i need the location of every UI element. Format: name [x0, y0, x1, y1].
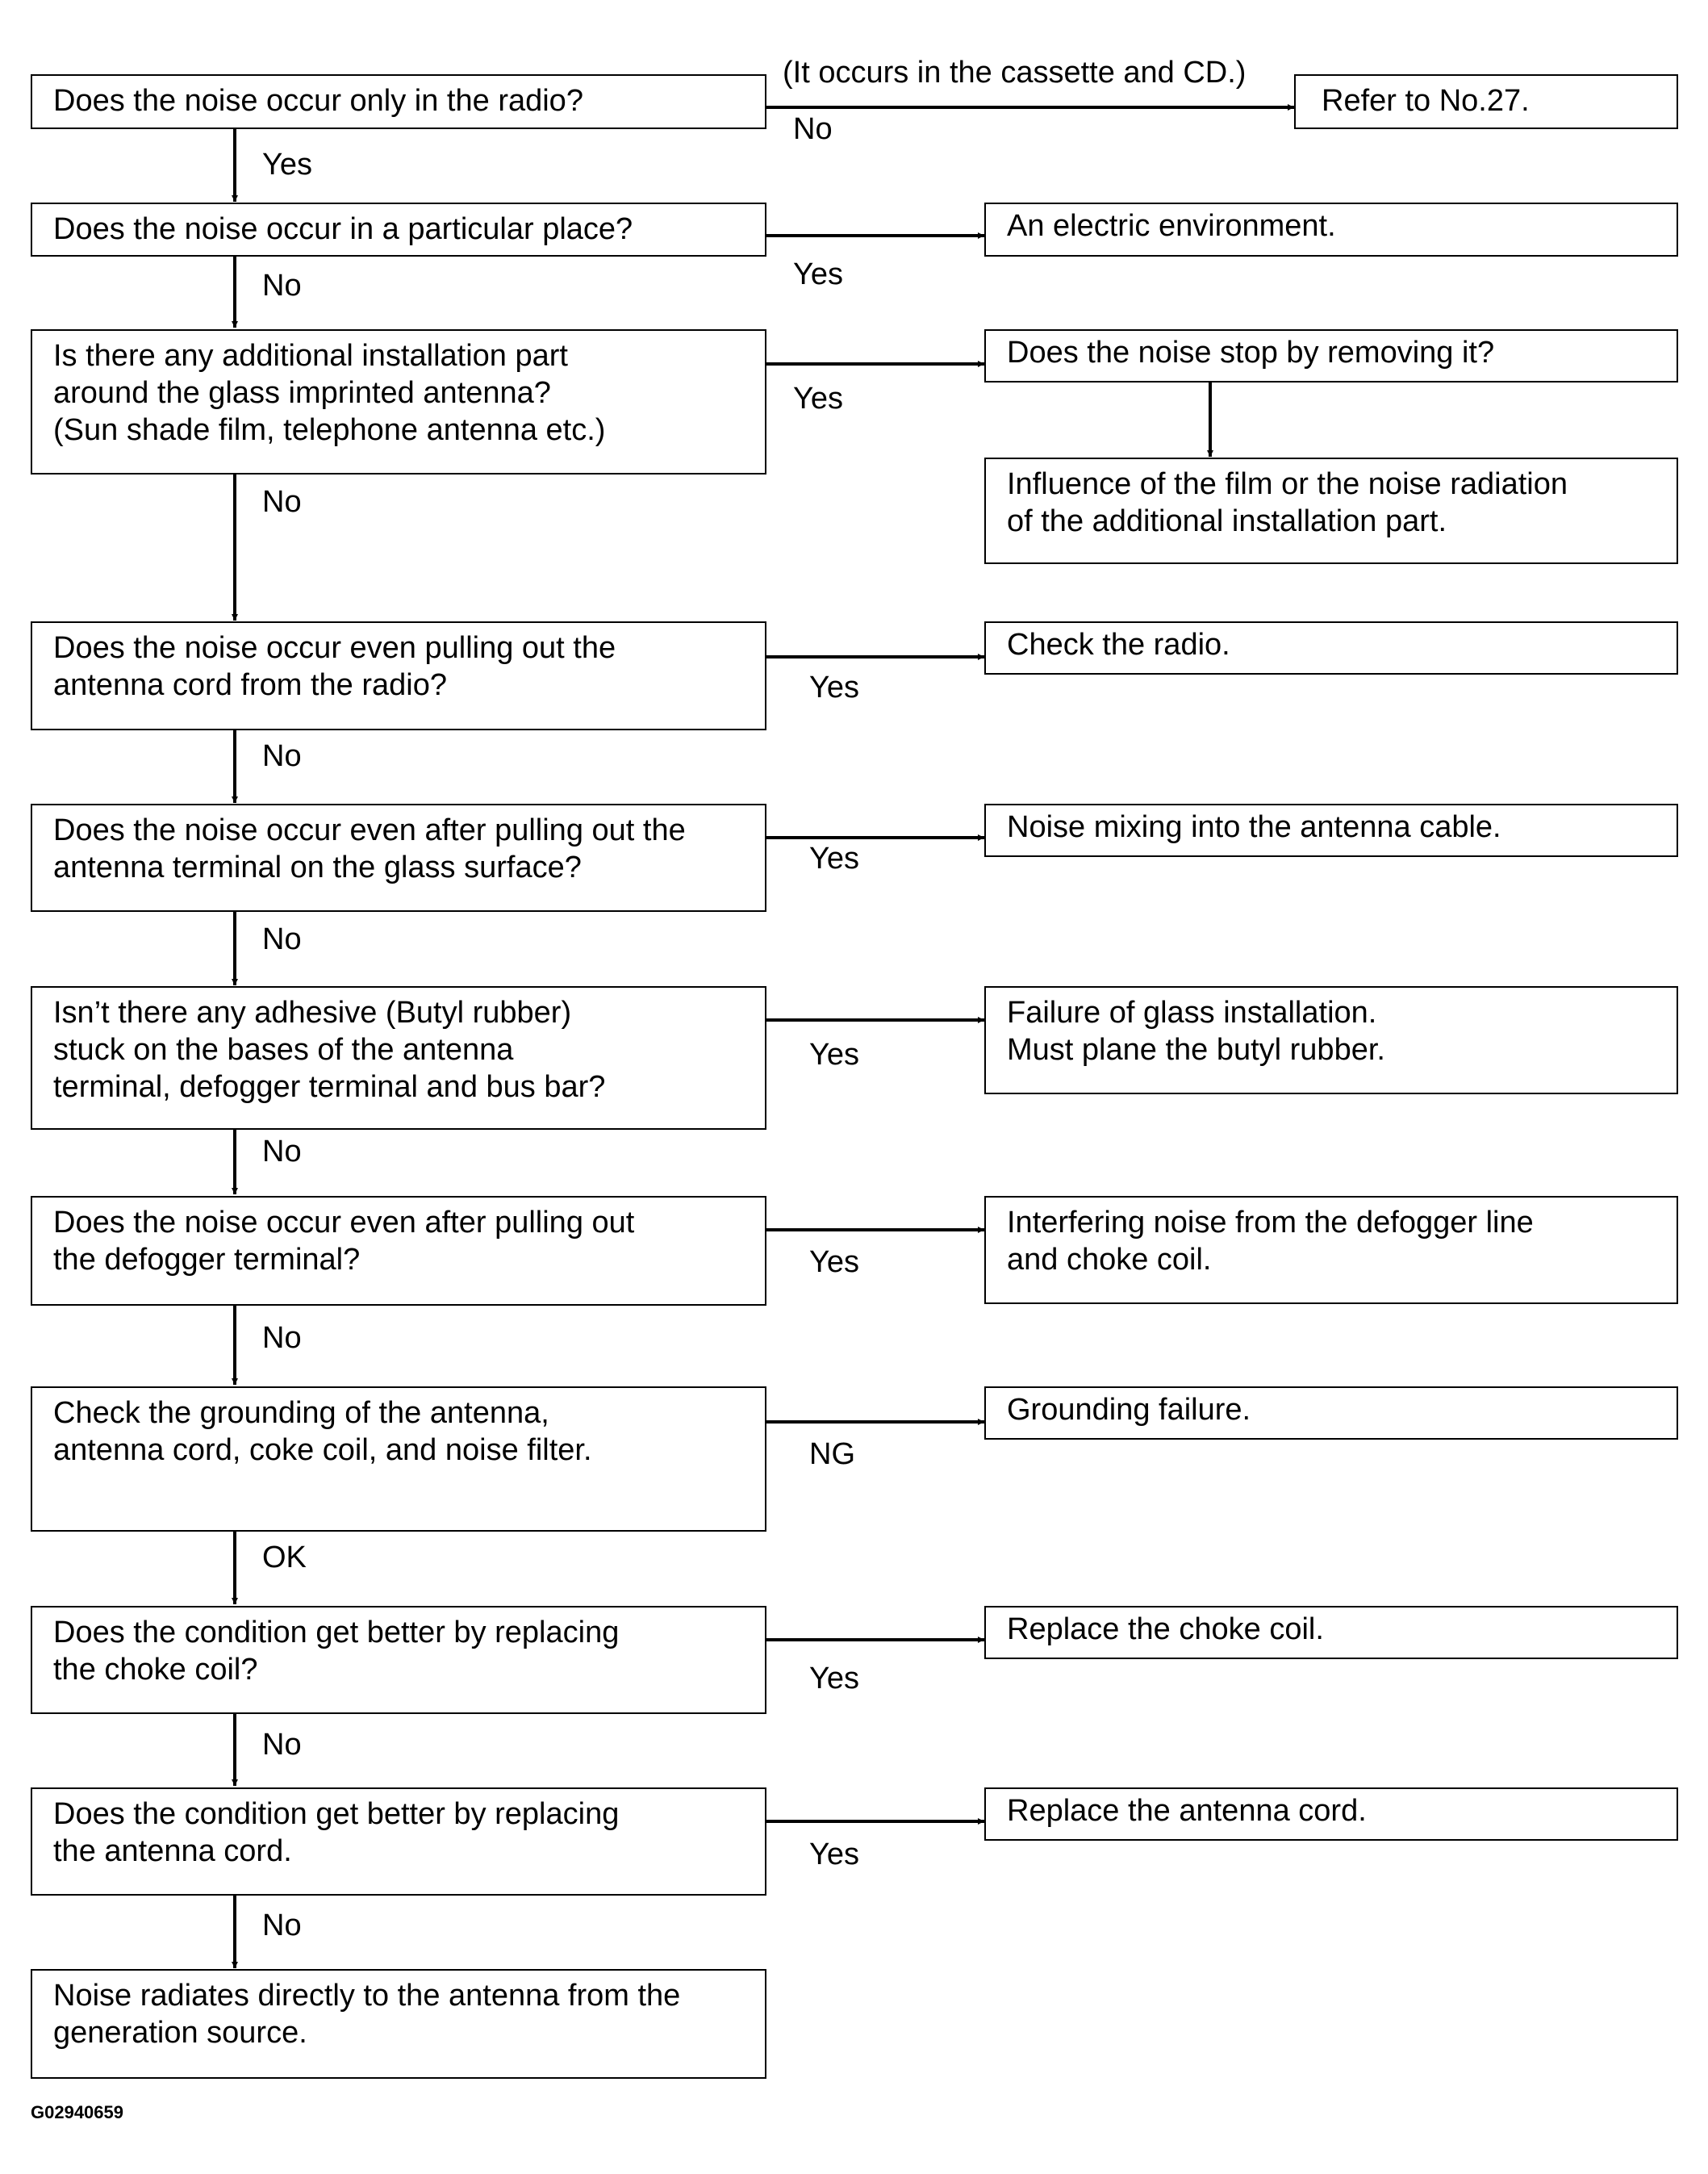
node-r6: Failure of glass installation. Must plane the butyl rubber.: [984, 986, 1678, 1094]
node-r7: Interfering noise from the defogger line and choke coil.: [984, 1196, 1678, 1304]
edge-label-q2-r2: Yes: [793, 257, 843, 291]
edge-label-q1-r1: No: [793, 112, 833, 146]
edge-label-q3-r3: Yes: [793, 382, 843, 416]
edge-label-q6-r6: Yes: [809, 1038, 859, 1072]
edge-label-q8-r8: NG: [809, 1437, 855, 1471]
edge-label-q4-q5: No: [262, 739, 302, 773]
edge-label-q10-r10: Yes: [809, 1837, 859, 1871]
node-r5: Noise mixing into the antenna cable.: [984, 804, 1678, 857]
node-q8: Check the grounding of the antenna, antenna cord, coke coil, and noise filter.: [31, 1386, 766, 1532]
node-q11: Noise radiates directly to the antenna from the generation source.: [31, 1969, 766, 2079]
node-r3b: Influence of the film or the noise radiation of the additional installation part.: [984, 458, 1678, 564]
edge-label-q5-q6: No: [262, 922, 302, 956]
edge-label-q9-q10: No: [262, 1728, 302, 1762]
node-r4: Check the radio.: [984, 621, 1678, 675]
edge-label-q2-q3: No: [262, 269, 302, 303]
edge-label-q1-r1-condition: (It occurs in the cassette and CD.): [783, 56, 1247, 90]
node-q7: Does the noise occur even after pulling out the defogger terminal?: [31, 1196, 766, 1306]
node-q5: Does the noise occur even after pulling out the antenna terminal on the glass surface?: [31, 804, 766, 912]
node-q4: Does the noise occur even pulling out the antenna cord from the radio?: [31, 621, 766, 730]
edge-label-q1-q2: Yes: [262, 148, 312, 182]
node-q2: Does the noise occur in a particular place?: [31, 203, 766, 257]
edge-label-q10-q11: No: [262, 1909, 302, 1942]
node-r2: An electric environment.: [984, 203, 1678, 257]
edge-label-q9-r9: Yes: [809, 1662, 859, 1695]
node-q6: Isn’t there any adhesive (Butyl rubber) stuck on the bases of the antenna terminal, defogger terminal and bus bar?: [31, 986, 766, 1130]
edge-label-q5-r5: Yes: [809, 842, 859, 876]
node-r1: Refer to No.27.: [1294, 74, 1678, 129]
node-r9: Replace the choke coil.: [984, 1606, 1678, 1659]
node-q10: Does the condition get better by replacing the antenna cord.: [31, 1787, 766, 1896]
node-q9: Does the condition get better by replacing the choke coil?: [31, 1606, 766, 1714]
edge-label-q7-q8: No: [262, 1321, 302, 1355]
node-r3: Does the noise stop by removing it?: [984, 329, 1678, 383]
edge-label-q7-r7: Yes: [809, 1245, 859, 1279]
edge-label-q6-q7: No: [262, 1135, 302, 1169]
edge-label-q3-q4: No: [262, 485, 302, 519]
node-q1: Does the noise occur only in the radio?: [31, 74, 766, 129]
edge-label-q8-q9: OK: [262, 1541, 307, 1574]
figure-id: G02940659: [31, 2102, 123, 2122]
edge-label-q4-r4: Yes: [809, 671, 859, 704]
node-r8: Grounding failure.: [984, 1386, 1678, 1440]
node-q3: Is there any additional installation part around the glass imprinted antenna? (Sun shade film, telephone antenna etc.): [31, 329, 766, 475]
node-r10: Replace the antenna cord.: [984, 1787, 1678, 1841]
